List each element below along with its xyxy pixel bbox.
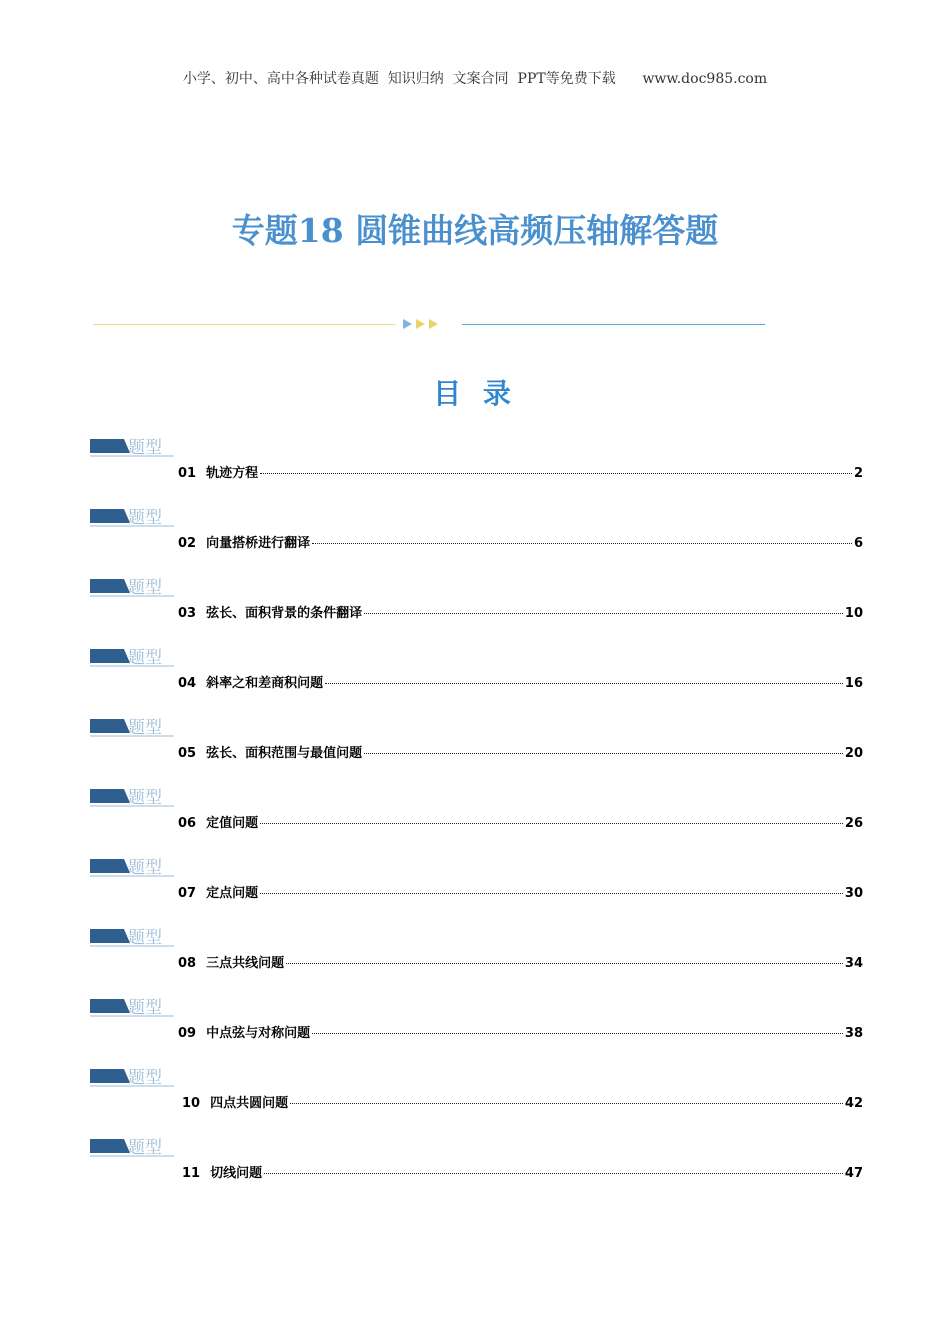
toc-page-number: 6: [853, 536, 863, 551]
toc-title-link[interactable]: 定值问题: [206, 816, 259, 831]
toc-heading: 目 录: [433, 377, 517, 410]
dot-leader: [364, 613, 843, 614]
dot-leader: [260, 893, 843, 894]
toc-line[interactable]: [178, 532, 863, 550]
toc-number: 02: [178, 536, 197, 551]
dot-leader: [260, 823, 843, 824]
tag-label: 题型: [128, 1138, 162, 1158]
tag-label: 题型: [128, 578, 162, 598]
toc-number: 01: [178, 466, 197, 481]
dot-leader: [264, 1173, 843, 1174]
toc-title-link[interactable]: 中点弦与对称问题: [206, 1026, 311, 1041]
question-type-tag-icon: [90, 435, 174, 459]
toc-number: 04: [178, 676, 197, 691]
toc-entry[interactable]: [0, 1135, 950, 1185]
toc-number: 06: [178, 816, 197, 831]
dot-leader: [325, 683, 843, 684]
toc-line[interactable]: [178, 602, 863, 620]
toc-line[interactable]: [178, 742, 863, 760]
toc-page-number: 42: [844, 1096, 863, 1111]
divider-left-line: [93, 324, 396, 325]
toc-number: 09: [178, 1026, 197, 1041]
dot-leader: [260, 473, 852, 474]
dot-leader: [364, 753, 843, 754]
toc-number: 11: [182, 1166, 201, 1181]
dot-leader: [312, 543, 852, 544]
toc-number: 03: [178, 606, 197, 621]
toc-line[interactable]: [178, 882, 863, 900]
tag-label: 题型: [128, 1068, 162, 1088]
document-title: 专题18 圆锥曲线高频压轴解答题: [231, 211, 719, 250]
toc-page-number: 20: [844, 746, 863, 761]
toc-entry[interactable]: [0, 575, 950, 625]
toc-line[interactable]: [178, 812, 863, 830]
toc-entry[interactable]: [0, 505, 950, 555]
tag-label: 题型: [128, 788, 162, 808]
triangle-arrows-icon: [403, 317, 443, 331]
question-type-tag-icon: [90, 995, 174, 1019]
toc-entry[interactable]: [0, 715, 950, 765]
question-type-tag-icon: [90, 1065, 174, 1089]
question-type-tag-icon: [90, 855, 174, 879]
toc-line[interactable]: [178, 672, 863, 690]
toc-number: 07: [178, 886, 197, 901]
tag-label: 题型: [128, 438, 162, 458]
tag-label: 题型: [128, 858, 162, 878]
toc-page-number: 34: [844, 956, 863, 971]
toc-entry[interactable]: [0, 435, 950, 485]
toc-title-link[interactable]: 轨迹方程: [206, 466, 259, 481]
toc-page-number: 10: [844, 606, 863, 621]
tag-label: 题型: [128, 508, 162, 528]
toc-number: 10: [182, 1096, 201, 1111]
toc-page-number: 38: [844, 1026, 863, 1041]
tag-label: 题型: [128, 718, 162, 738]
toc-page-number: 2: [853, 466, 863, 481]
toc-title-link[interactable]: 三点共线问题: [206, 956, 285, 971]
tag-label: 题型: [128, 648, 162, 668]
tag-label: 题型: [128, 928, 162, 948]
toc-line[interactable]: [178, 952, 863, 970]
question-type-tag-icon: [90, 925, 174, 949]
toc-entry[interactable]: [0, 1065, 950, 1115]
question-type-tag-icon: [90, 505, 174, 529]
toc-page-number: 30: [844, 886, 863, 901]
toc-entry[interactable]: [0, 645, 950, 695]
dot-leader: [312, 1033, 843, 1034]
question-type-tag-icon: [90, 785, 174, 809]
question-type-tag-icon: [90, 1135, 174, 1159]
toc-line[interactable]: [178, 462, 863, 480]
divider-right-line: [462, 324, 765, 325]
toc-number: 08: [178, 956, 197, 971]
toc-entry[interactable]: [0, 785, 950, 835]
toc-page-number: 16: [844, 676, 863, 691]
toc-title-link[interactable]: 向量搭桥进行翻译: [206, 536, 311, 551]
toc-title-link[interactable]: 斜率之和差商积问题: [206, 676, 324, 691]
tag-label: 题型: [128, 998, 162, 1018]
toc-page-number: 26: [844, 816, 863, 831]
question-type-tag-icon: [90, 575, 174, 599]
toc-title-link[interactable]: 定点问题: [206, 886, 259, 901]
toc-title-link[interactable]: 弦长、面积背景的条件翻译: [206, 606, 363, 621]
toc-title-link[interactable]: 四点共圆问题: [210, 1096, 289, 1111]
toc-entry[interactable]: [0, 855, 950, 905]
toc-page-number: 47: [844, 1166, 863, 1181]
toc-entry[interactable]: [0, 995, 950, 1045]
question-type-tag-icon: [90, 645, 174, 669]
toc-title-link[interactable]: 切线问题: [210, 1166, 263, 1181]
toc-title-link[interactable]: 弦长、面积范围与最值问题: [206, 746, 363, 761]
toc-line[interactable]: [178, 1162, 863, 1180]
dot-leader: [286, 963, 843, 964]
toc-line[interactable]: [178, 1022, 863, 1040]
page-header: 小学、初中、高中各种试卷真题 知识归纳 文案合同 PPT等免费下载 www.doc985.com: [182, 71, 768, 87]
dot-leader: [290, 1103, 843, 1104]
question-type-tag-icon: [90, 715, 174, 739]
toc-number: 05: [178, 746, 197, 761]
toc-entry[interactable]: [0, 925, 950, 975]
toc-line[interactable]: [178, 1092, 863, 1110]
